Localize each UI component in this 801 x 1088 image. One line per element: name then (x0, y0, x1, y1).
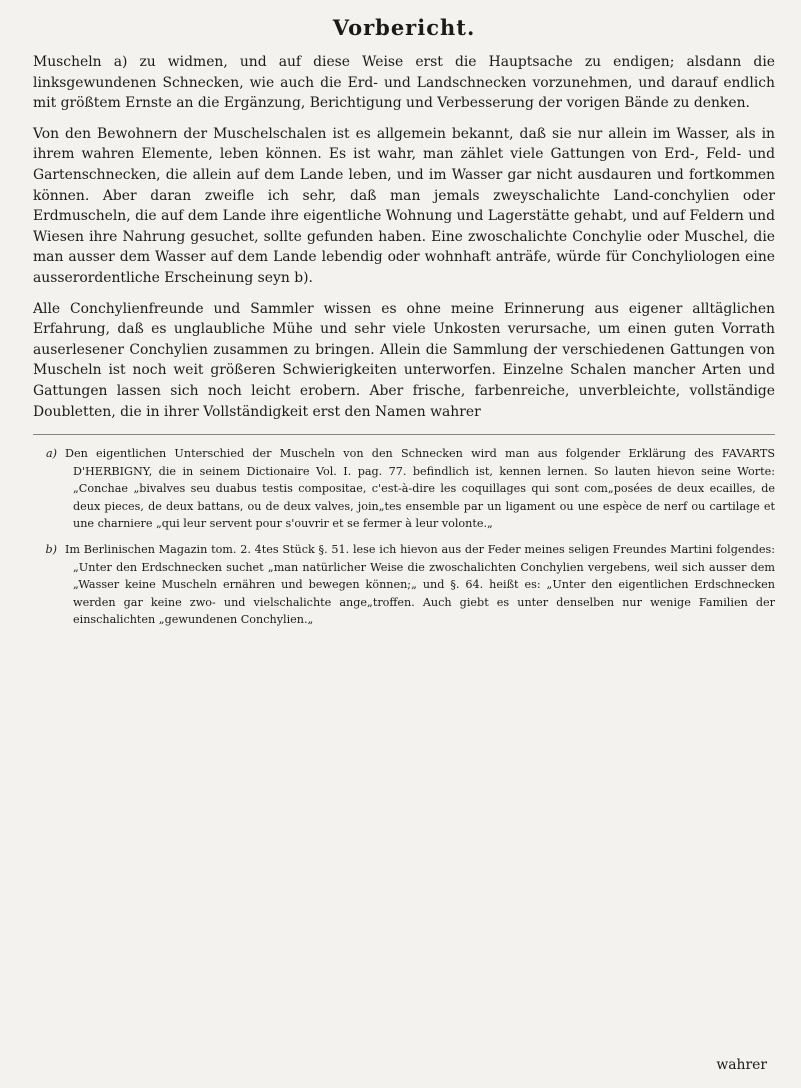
footnote-text: Im Berlinischen Magazin tom. 2. 4tes Stück §. 51. lese ich hievon aus der Feder meines seligen Freundes Martini folgendes: „Unter den Erdschnecken suchet „man natürlicher Weise die zwoschalichten Conchylien vergebens, weil sich ausser dem „Wasser keine Muscheln ernähren und bewegen können;„ und §. 64. heißt es: „Unter den eigentlichen Erdschnecken werden gar keine zwo- und vielschalichte ange„troffen. Auch giebt es unter denselben nur wenige Familien der einschalichten „gewundenen Conchylien.„ (65, 543, 775, 627)
footnotes (33, 445, 775, 629)
paragraph-1: Muscheln a) zu widmen, und auf diese Weise erst die Hauptsache zu endigen; alsdann die linksgewundenen Schnecken, wie auch die Erd- und Landschnecken vorzunehmen, und darauf endlich mit größtem Ernste an die Ergänzung, Berichtigung und Verbesserung der vorigen Bände zu denken. (33, 54, 775, 112)
paragraph-2: Von den Bewohnern der Muschelschalen ist es allgemein bekannt, daß sie nur allein im Wasser, als in ihrem wahren Elemente, leben können. Es ist wahr, man zählet viele Gattungen von Erd-, Feld- und Gartenschnecken, die allein auf dem Lande leben, und im Wasser gar nicht ausdauren und fortkommen können. Aber daran zweifle ich sehr, daß man jemals zweyschalichte Land-conchylien oder Erdmuscheln, die auf dem Lande ihre eigentliche Wohnung und Lagerstätte gehabt, und auf Feldern und Wiesen ihre Nahrung gesuchet, sollte gefunden haben. Eine zwoschalichte Conchylie oder Muschel, die man ausser dem Wasser auf dem Lande lebendig oder wohnhaft anträfe, würde für Conchyliologen eine ausserordentliche Erscheinung seyn b). (33, 125, 775, 286)
footnote-label: b) (45, 543, 57, 557)
footnote-divider (33, 434, 775, 435)
footnote-label: a) (45, 447, 57, 461)
footnote-a (33, 445, 775, 533)
catchword: wahrer (716, 1057, 767, 1073)
footnote-text: Den eigentlichen Unterschied der Muscheln von den Schnecken wird man aus folgender Erklärung des FAVARTS D'HERBIGNY, die in seinem Dictionaire Vol. I. pag. 77. befindlich ist, kennen lernen. So lauten hievon seine Worte: „Conchae „bivalves seu duabus testis compositae, c'est-à-dire les coquillages qui sont com„posées de deux ecailles, de deux pieces, de deux battans, ou de deux valves, join„tes ensemble par un ligament ou une espèce de nerf ou cartilage et une charniere „qui leur servent pour s'ouvrir et se fermer à leur volonte.„ (65, 447, 775, 531)
main-text (33, 52, 775, 422)
page-header: Vorbericht. (332, 15, 476, 40)
footnote-b (33, 541, 775, 629)
paragraph-3: Alle Conchylienfreunde und Sammler wissen es ohne meine Erinnerung aus eigener alltäglichen Erfahrung, daß es unglaubliche Mühe und sehr viele Unkosten verursache, um einen guten Vorrath auserlesener Conchylien zusammen zu bringen. Allein die Sammlung der verschiedenen Gattungen von Muscheln ist noch weit größeren Schwierigkeiten unterworfen. Einzelne Schalen mancher Arten und Gattungen lassen sich noch leicht erobern. Aber frische, farbenreiche, unverbleichte, vollständige Doubletten, die in ihrer Vollständigkeit erst den Namen wahrer (33, 300, 775, 420)
